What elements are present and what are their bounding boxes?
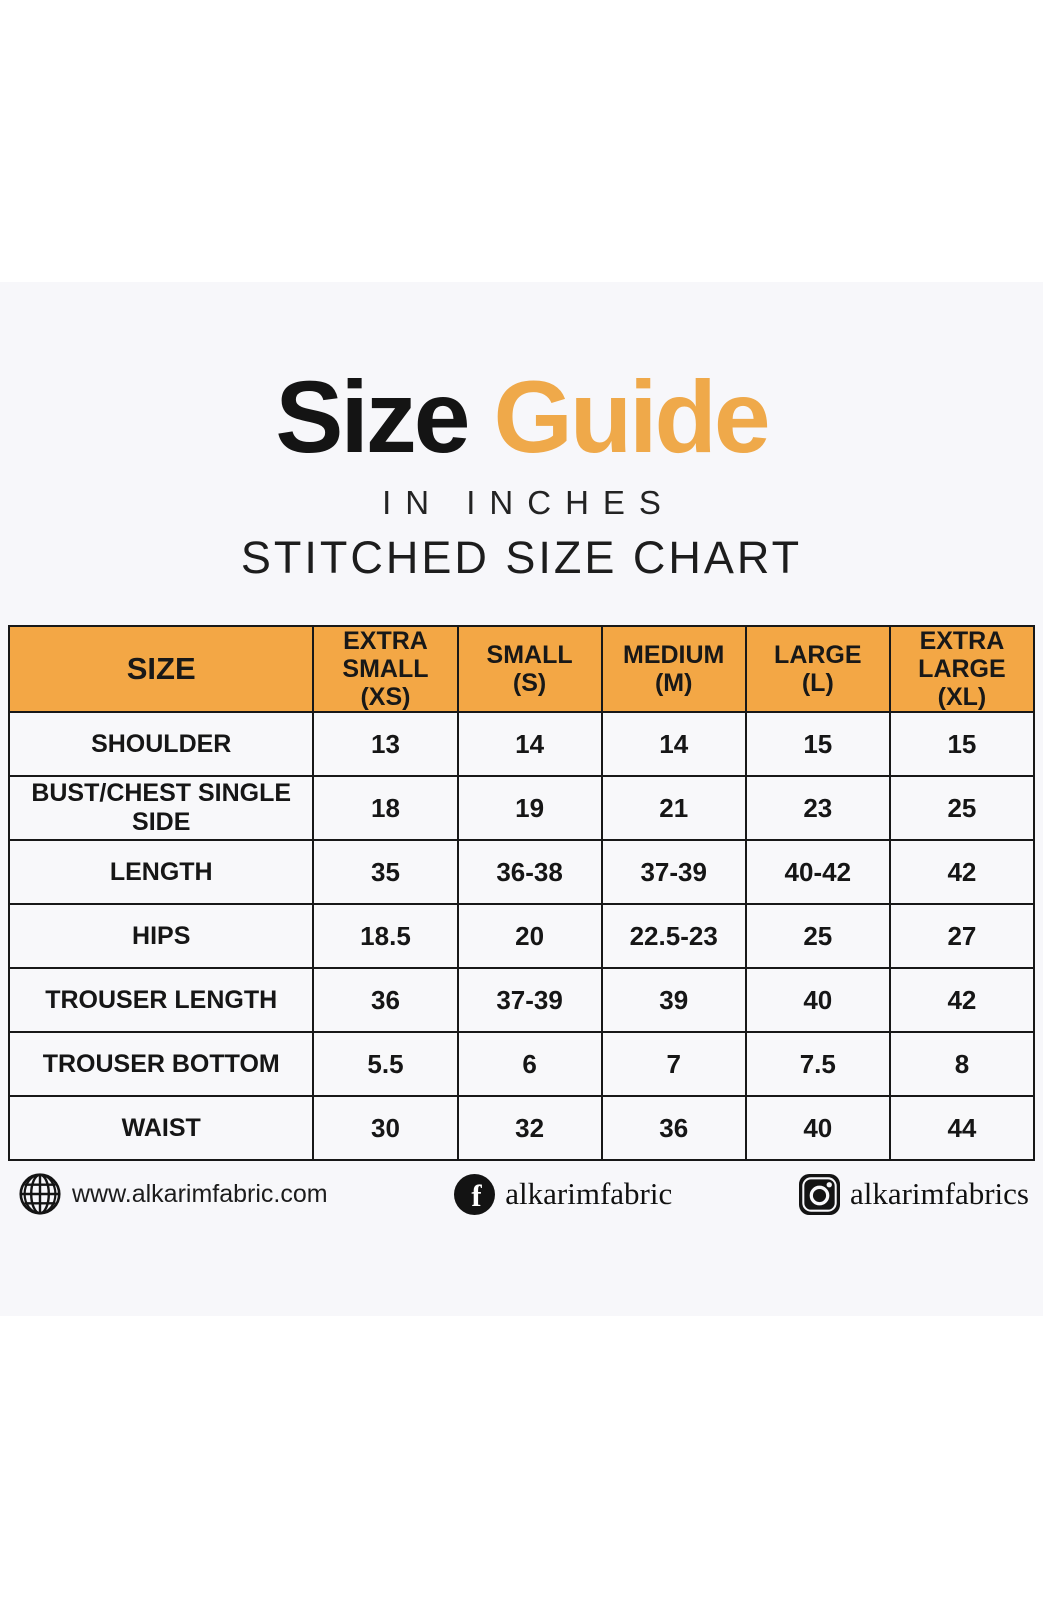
size-value-cell: 13 <box>313 712 457 776</box>
size-value-cell: 5.5 <box>313 1032 457 1096</box>
table-row <box>9 1096 1034 1160</box>
row-label: SHOULDER <box>9 712 313 776</box>
size-value-cell: 22.5-23 <box>602 904 746 968</box>
size-value-cell: 40-42 <box>746 840 890 904</box>
size-value-cell: 14 <box>458 712 602 776</box>
table-row <box>9 904 1034 968</box>
header-cell: EXTRA LARGE (XL) <box>890 626 1034 712</box>
size-value-cell: 37-39 <box>602 840 746 904</box>
size-value-cell: 20 <box>458 904 602 968</box>
footer-instagram <box>799 1174 1029 1215</box>
table-header-row <box>9 626 1034 712</box>
size-value-cell: 19 <box>458 776 602 840</box>
title-word-guide: Guide <box>493 360 768 474</box>
size-value-cell: 6 <box>458 1032 602 1096</box>
size-value-cell: 42 <box>890 968 1034 1032</box>
size-value-cell: 40 <box>746 1096 890 1160</box>
facebook-handle: alkarimfabric <box>505 1176 673 1211</box>
instagram-handle: alkarimfabrics <box>849 1176 1029 1211</box>
title-word-size: Size <box>275 360 468 474</box>
header-cell: LARGE (L) <box>746 626 890 712</box>
row-label: TROUSER BOTTOM <box>9 1032 313 1096</box>
size-value-cell: 15 <box>746 712 890 776</box>
size-value-cell: 39 <box>602 968 746 1032</box>
size-value-cell: 36 <box>313 968 457 1032</box>
size-value-cell: 7 <box>602 1032 746 1096</box>
header-cell: MEDIUM (M) <box>602 626 746 712</box>
size-value-cell: 18 <box>313 776 457 840</box>
footer-facebook <box>454 1174 672 1215</box>
subtitle-stitched-size-chart: STITCHED SIZE CHART <box>240 532 803 583</box>
header-cell-size: SIZE <box>9 626 313 712</box>
size-table <box>8 625 1035 1161</box>
size-value-cell: 44 <box>890 1096 1034 1160</box>
size-value-cell: 36 <box>602 1096 746 1160</box>
size-value-cell: 23 <box>746 776 890 840</box>
title-block <box>0 282 1043 584</box>
size-value-cell: 25 <box>890 776 1034 840</box>
row-label: WAIST <box>9 1096 313 1160</box>
row-label: BUST/CHEST SINGLE SIDE <box>9 776 313 840</box>
size-value-cell: 25 <box>746 904 890 968</box>
footer <box>0 1158 1043 1230</box>
size-value-cell: 36-38 <box>458 840 602 904</box>
size-value-cell: 15 <box>890 712 1034 776</box>
header-cell: EXTRA SMALL (XS) <box>313 626 457 712</box>
size-value-cell: 18.5 <box>313 904 457 968</box>
table-row <box>9 840 1034 904</box>
page-title <box>0 360 1043 474</box>
size-value-cell: 27 <box>890 904 1034 968</box>
table-row <box>9 968 1034 1032</box>
content-area <box>0 282 1043 1316</box>
size-value-cell: 8 <box>890 1032 1034 1096</box>
facebook-icon <box>454 1174 495 1215</box>
row-label: HIPS <box>9 904 313 968</box>
row-label: TROUSER LENGTH <box>9 968 313 1032</box>
instagram-icon <box>799 1174 840 1215</box>
size-value-cell: 32 <box>458 1096 602 1160</box>
table-row <box>9 712 1034 776</box>
size-value-cell: 35 <box>313 840 457 904</box>
website-url: www.alkarimfabric.com <box>72 1179 328 1208</box>
row-label: LENGTH <box>9 840 313 904</box>
size-value-cell: 14 <box>602 712 746 776</box>
table-row <box>9 776 1034 840</box>
size-value-cell: 21 <box>602 776 746 840</box>
table-body <box>9 712 1034 1160</box>
size-value-cell: 42 <box>890 840 1034 904</box>
size-value-cell: 7.5 <box>746 1032 890 1096</box>
header-cell: SMALL (S) <box>458 626 602 712</box>
table-row <box>9 1032 1034 1096</box>
subtitle-in-inches: IN INCHES <box>382 484 675 521</box>
footer-website <box>18 1172 328 1216</box>
globe-icon <box>18 1172 62 1216</box>
size-value-cell: 40 <box>746 968 890 1032</box>
size-value-cell: 30 <box>313 1096 457 1160</box>
svg-text:f: f <box>471 1178 482 1213</box>
size-value-cell: 37-39 <box>458 968 602 1032</box>
